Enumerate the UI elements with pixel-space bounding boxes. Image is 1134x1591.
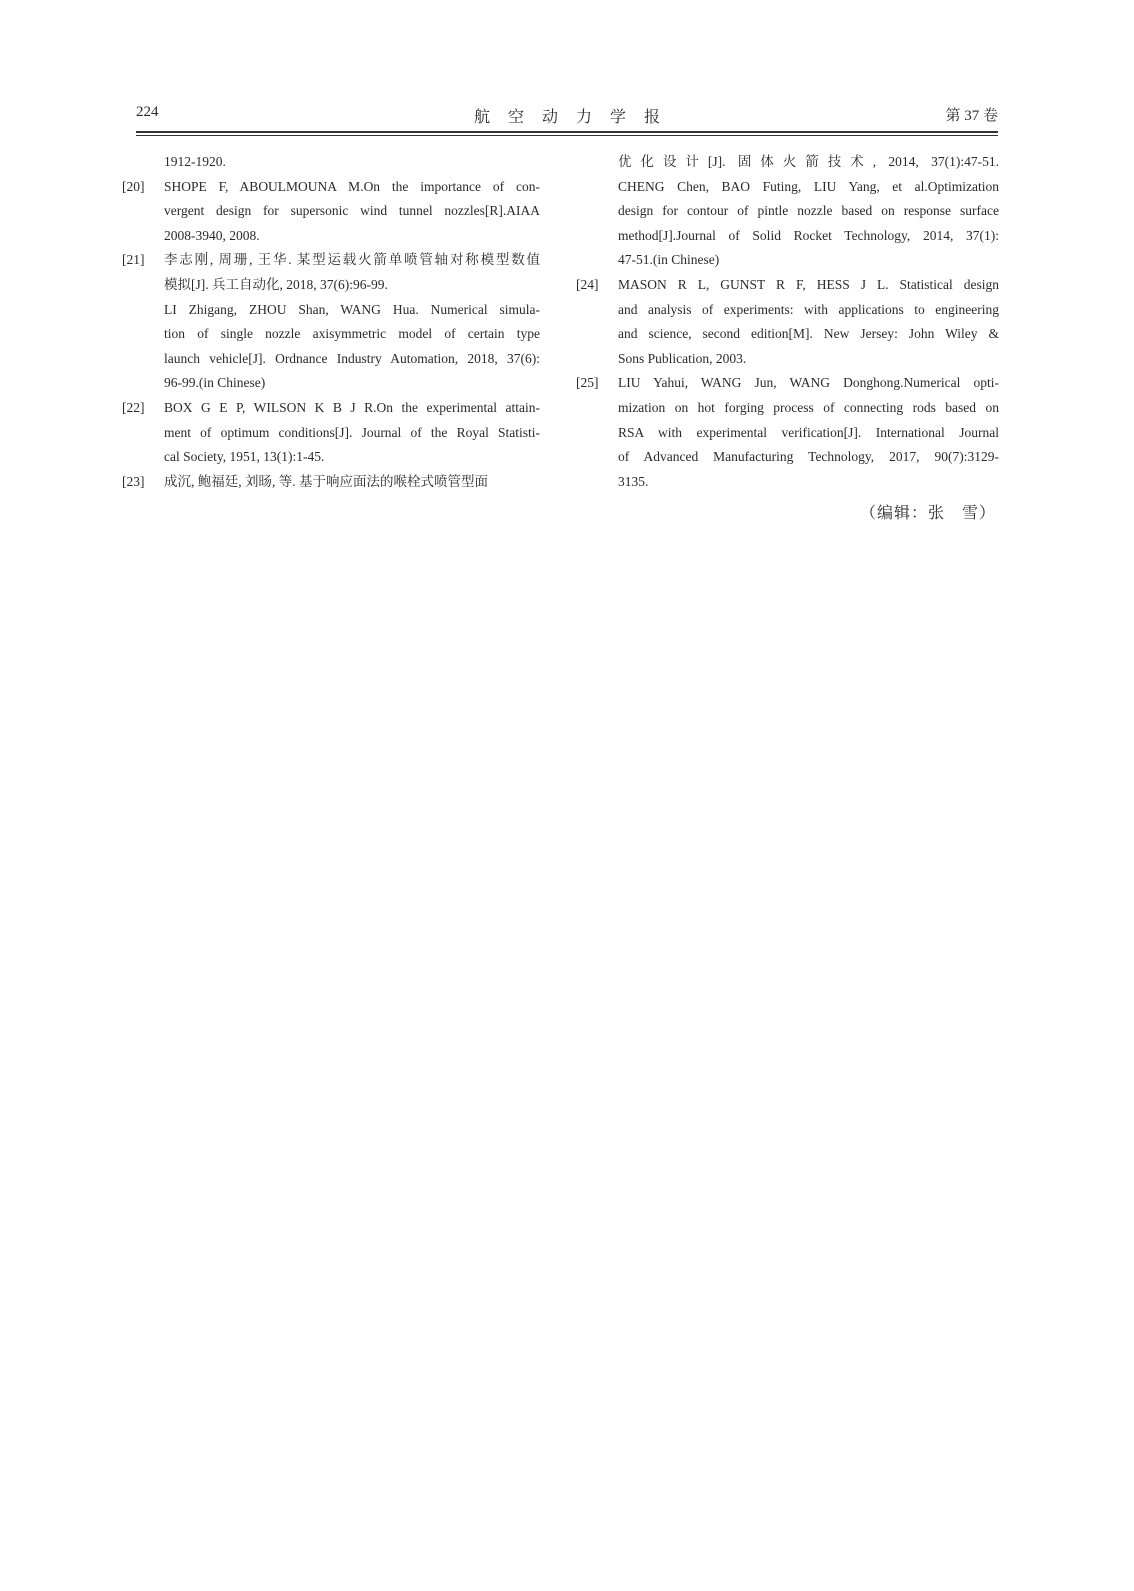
reference-entry bbox=[122, 248, 540, 396]
editor-note: （编辑：张 雪） bbox=[860, 505, 997, 522]
reference-entry bbox=[576, 273, 999, 371]
reference-line: 1912-1920. bbox=[164, 154, 226, 169]
journal-title: 航空动力学报 bbox=[473, 109, 678, 126]
reference-line: 2008-3940, 2008. bbox=[164, 227, 260, 243]
header-rule-thick bbox=[136, 131, 998, 133]
reference-line: tion of single nozzle axisymmetric model of certain type bbox=[164, 326, 540, 342]
reference-number: [22] bbox=[122, 399, 145, 415]
references-left-column bbox=[122, 150, 540, 494]
reference-entry bbox=[122, 470, 540, 495]
reference-line: MASON R L, GUNST R F, HESS J L. Statistical design bbox=[618, 276, 999, 292]
reference-line: of Advanced Manufacturing Technology, 2017, 90(7):3129- bbox=[618, 449, 999, 465]
reference-line: 47-51.(in Chinese) bbox=[618, 252, 720, 268]
volume-label: 第 37 卷 bbox=[945, 108, 998, 124]
reference-line: 优化设计[J]. 固体火箭技术, 2014, 37(1):47-51. bbox=[618, 154, 999, 169]
reference-line: mization on hot forging process of connecting rods based on bbox=[618, 399, 999, 415]
reference-line: LI Zhigang, ZHOU Shan, WANG Hua. Numerical simula- bbox=[164, 301, 540, 317]
reference-line: and science, second edition[M]. New Jersey: John Wiley & bbox=[618, 326, 999, 342]
reference-line: 96-99.(in Chinese) bbox=[164, 375, 266, 391]
running-header bbox=[136, 104, 998, 130]
reference-line: CHENG Chen, BAO Futing, LIU Yang, et al.Optimization bbox=[618, 178, 999, 194]
reference-line: Sons Publication, 2003. bbox=[618, 350, 747, 366]
reference-line: 成沉, 鲍福廷, 刘旸, 等. 基于响应面法的喉栓式喷管型面 bbox=[164, 473, 488, 489]
reference-line: RSA with experimental verification[J]. International Journal bbox=[618, 424, 999, 440]
reference-entry bbox=[576, 371, 999, 494]
reference-line: design for contour of pintle nozzle based on response surface bbox=[618, 203, 999, 219]
reference-line: launch vehicle[J]. Ordnance Industry Automation, 2018, 37(6): bbox=[164, 350, 540, 366]
reference-line: LIU Yahui, WANG Jun, WANG Donghong.Numerical opti- bbox=[618, 375, 999, 391]
reference-entry bbox=[122, 175, 540, 249]
reference-line: method[J].Journal of Solid Rocket Technology, 2014, 37(1): bbox=[618, 227, 999, 243]
reference-line: BOX G E P, WILSON K B J R.On the experimental attain- bbox=[164, 399, 540, 415]
reference-continuation bbox=[122, 150, 540, 175]
reference-line: and analysis of experiments: with applications to engineering bbox=[618, 301, 999, 317]
reference-entry bbox=[122, 396, 540, 470]
reference-line: 3135. bbox=[618, 473, 649, 489]
reference-number: [25] bbox=[576, 375, 599, 391]
reference-line: cal Society, 1951, 13(1):1-45. bbox=[164, 449, 325, 465]
reference-line: vergent design for supersonic wind tunnel nozzles[R].AIAA bbox=[164, 203, 540, 219]
reference-number: [23] bbox=[122, 473, 145, 489]
header-rule-thin bbox=[136, 135, 998, 136]
reference-number: [21] bbox=[122, 252, 145, 268]
reference-number: [24] bbox=[576, 276, 599, 292]
reference-continuation bbox=[576, 150, 999, 273]
reference-line: SHOPE F, ABOULMOUNA M.On the importance of con- bbox=[164, 178, 540, 194]
references-right-column bbox=[576, 150, 999, 494]
page-number: 224 bbox=[136, 104, 159, 120]
reference-line: 李志刚, 周珊, 王华. 某型运载火箭单喷管轴对称模型数值 bbox=[164, 252, 540, 268]
reference-line: ment of optimum conditions[J]. Journal of the Royal Statisti- bbox=[164, 424, 540, 440]
reference-number: [20] bbox=[122, 178, 145, 194]
reference-line: 模拟[J]. 兵工自动化, 2018, 37(6):96-99. bbox=[164, 276, 388, 292]
